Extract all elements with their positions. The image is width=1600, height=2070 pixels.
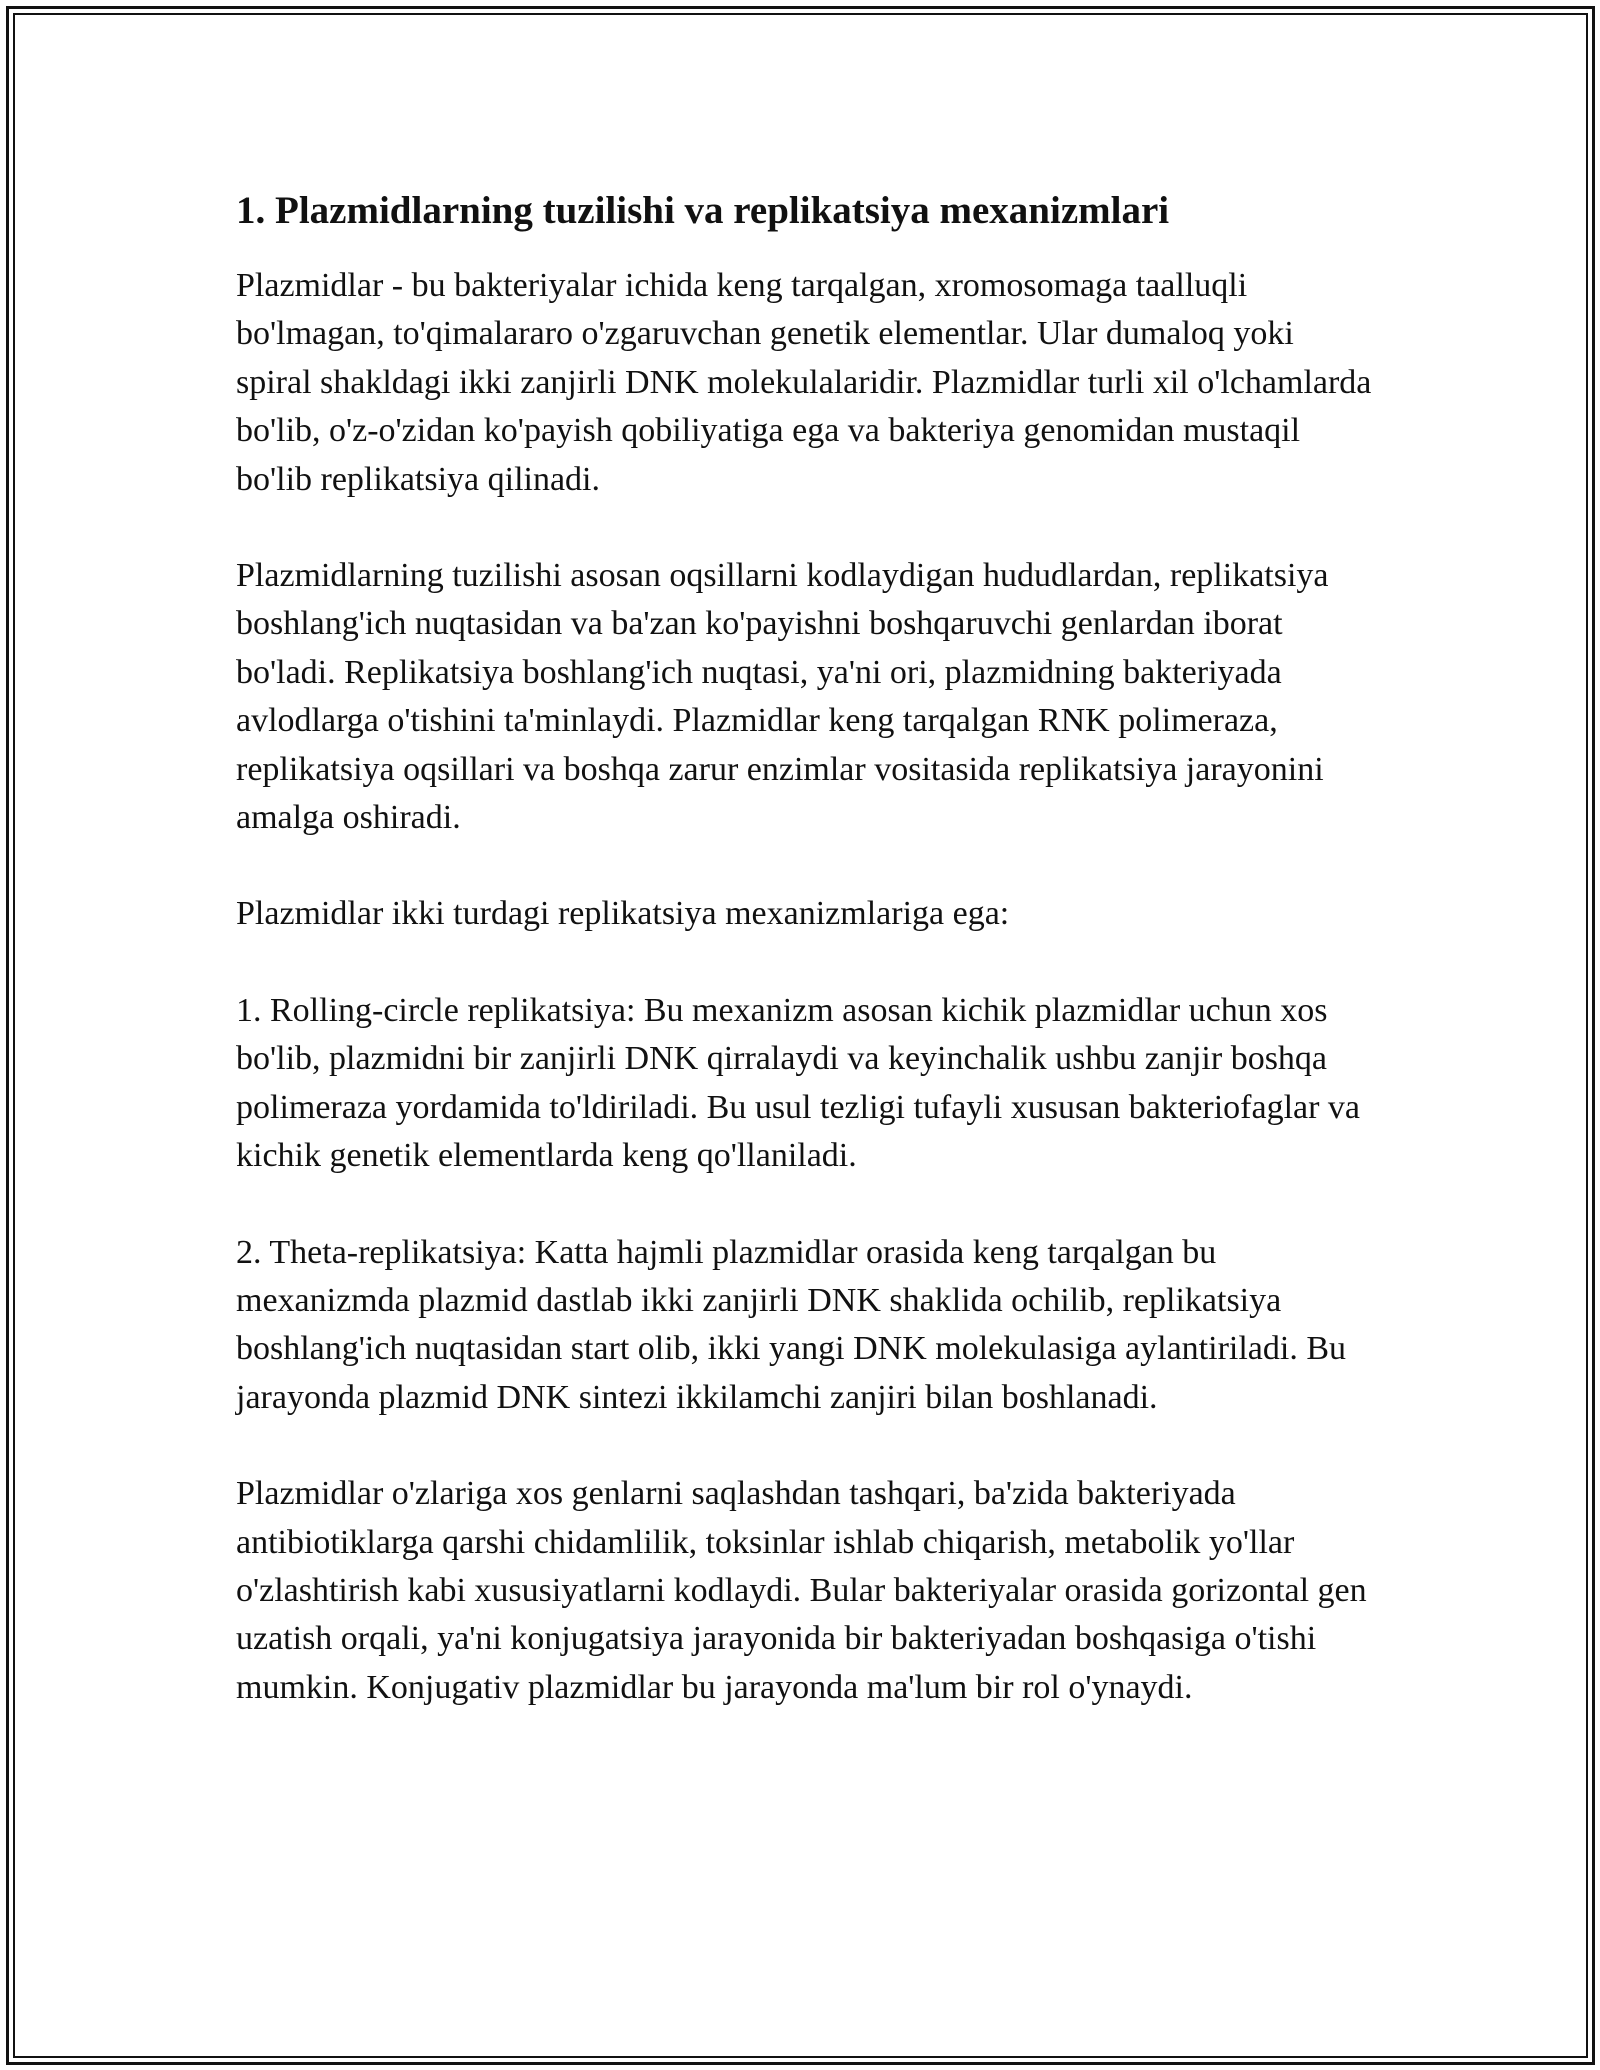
paragraph-plasmid-genes: Plazmidlar o'zlariga xos genlarni saqlashdan tashqari, ba'zida bakteriyada antibiotiklarga qarshi chidamlilik, toksinlar ishlab chiqarish, metabolik yo'llar o'zlashtirish kabi xususiyatlarni kodlaydi. Bular bakteriyalar orasida gorizontal gen uzatish orqali, ya'ni konjugatsiya jarayonida bir bakteriyadan boshqasiga o'tishi mumkin. Konjugativ plazmidlar bu jarayonda ma'lum bir rol o'ynaydi.: [236, 1475, 1367, 1706]
paragraph-plasmid-structure: Plazmidlarning tuzilishi asosan oqsillarni kodlaydigan hududlardan, replikatsiya boshlang'ich nuqtasidan va ba'zan ko'payishni boshqaruvchi genlardan iborat bo'ladi. Replikatsiya boshlang'ich nuqtasi, ya'ni ori, plazmidning bakteriyada avlodlarga o'tishini ta'minlaydi. Plazmidlar keng tarqalgan RNK polimeraza, replikatsiya oqsillari va boshqa zarur enzimlar vositasida replikatsiya jarayonini amalga oshiradi.: [236, 557, 1329, 837]
document-body: [236, 186, 1376, 1760]
paragraph-theta-replication: 2. Theta-replikatsiya: Katta hajmli plazmidlar orasida keng tarqalgan bu mexanizmda plazmid dastlab ikki zanjirli DNK shaklida ochilib, replikatsiya boshlang'ich nuqtasidan start olib, ikki yangi DNK molekulasiga aylantiriladi. Bu jarayonda plazmid DNK sintezi ikkilamchi zanjiri bilan boshlanadi.: [236, 1233, 1346, 1416]
paragraph-rolling-circle: 1. Rolling-circle replikatsiya: Bu mexanizm asosan kichik plazmidlar uchun xos bo'lib, plazmidni bir zanjirli DNK qirralaydi va keyinchalik ushbu zanjir boshqa polimeraza yordamida to'ldiriladi. Bu usul tezligi tufayli xususan bakteriofaglar va kichik genetik elementlarda keng qo'llaniladi.: [236, 991, 1361, 1175]
paragraph-plasmid-definition: Plazmidlar - bu bakteriyalar ichida keng tarqalgan, xromosomaga taalluqli bo'lmagan, to'qimalararo o'zgaruvchan genetik elementlar. Ular dumaloq yoki spiral shakldagi ikki zanjirli DNK molekulalaridir. Plazmidlar turli xil o'lchamlarda bo'lib, o'z-o'zidan ko'payish qobiliyatiga ega va bakteriya genomidan mustaqil bo'lib replikatsiya qilinadi.: [236, 267, 1372, 498]
paragraph-replication-intro: Plazmidlar ikki turdagi replikatsiya mexanizmlariga ega:: [236, 895, 1010, 933]
document-title: 1. Plazmidlarning tuzilishi va replikatsiya mexanizmlari: [236, 189, 1170, 232]
